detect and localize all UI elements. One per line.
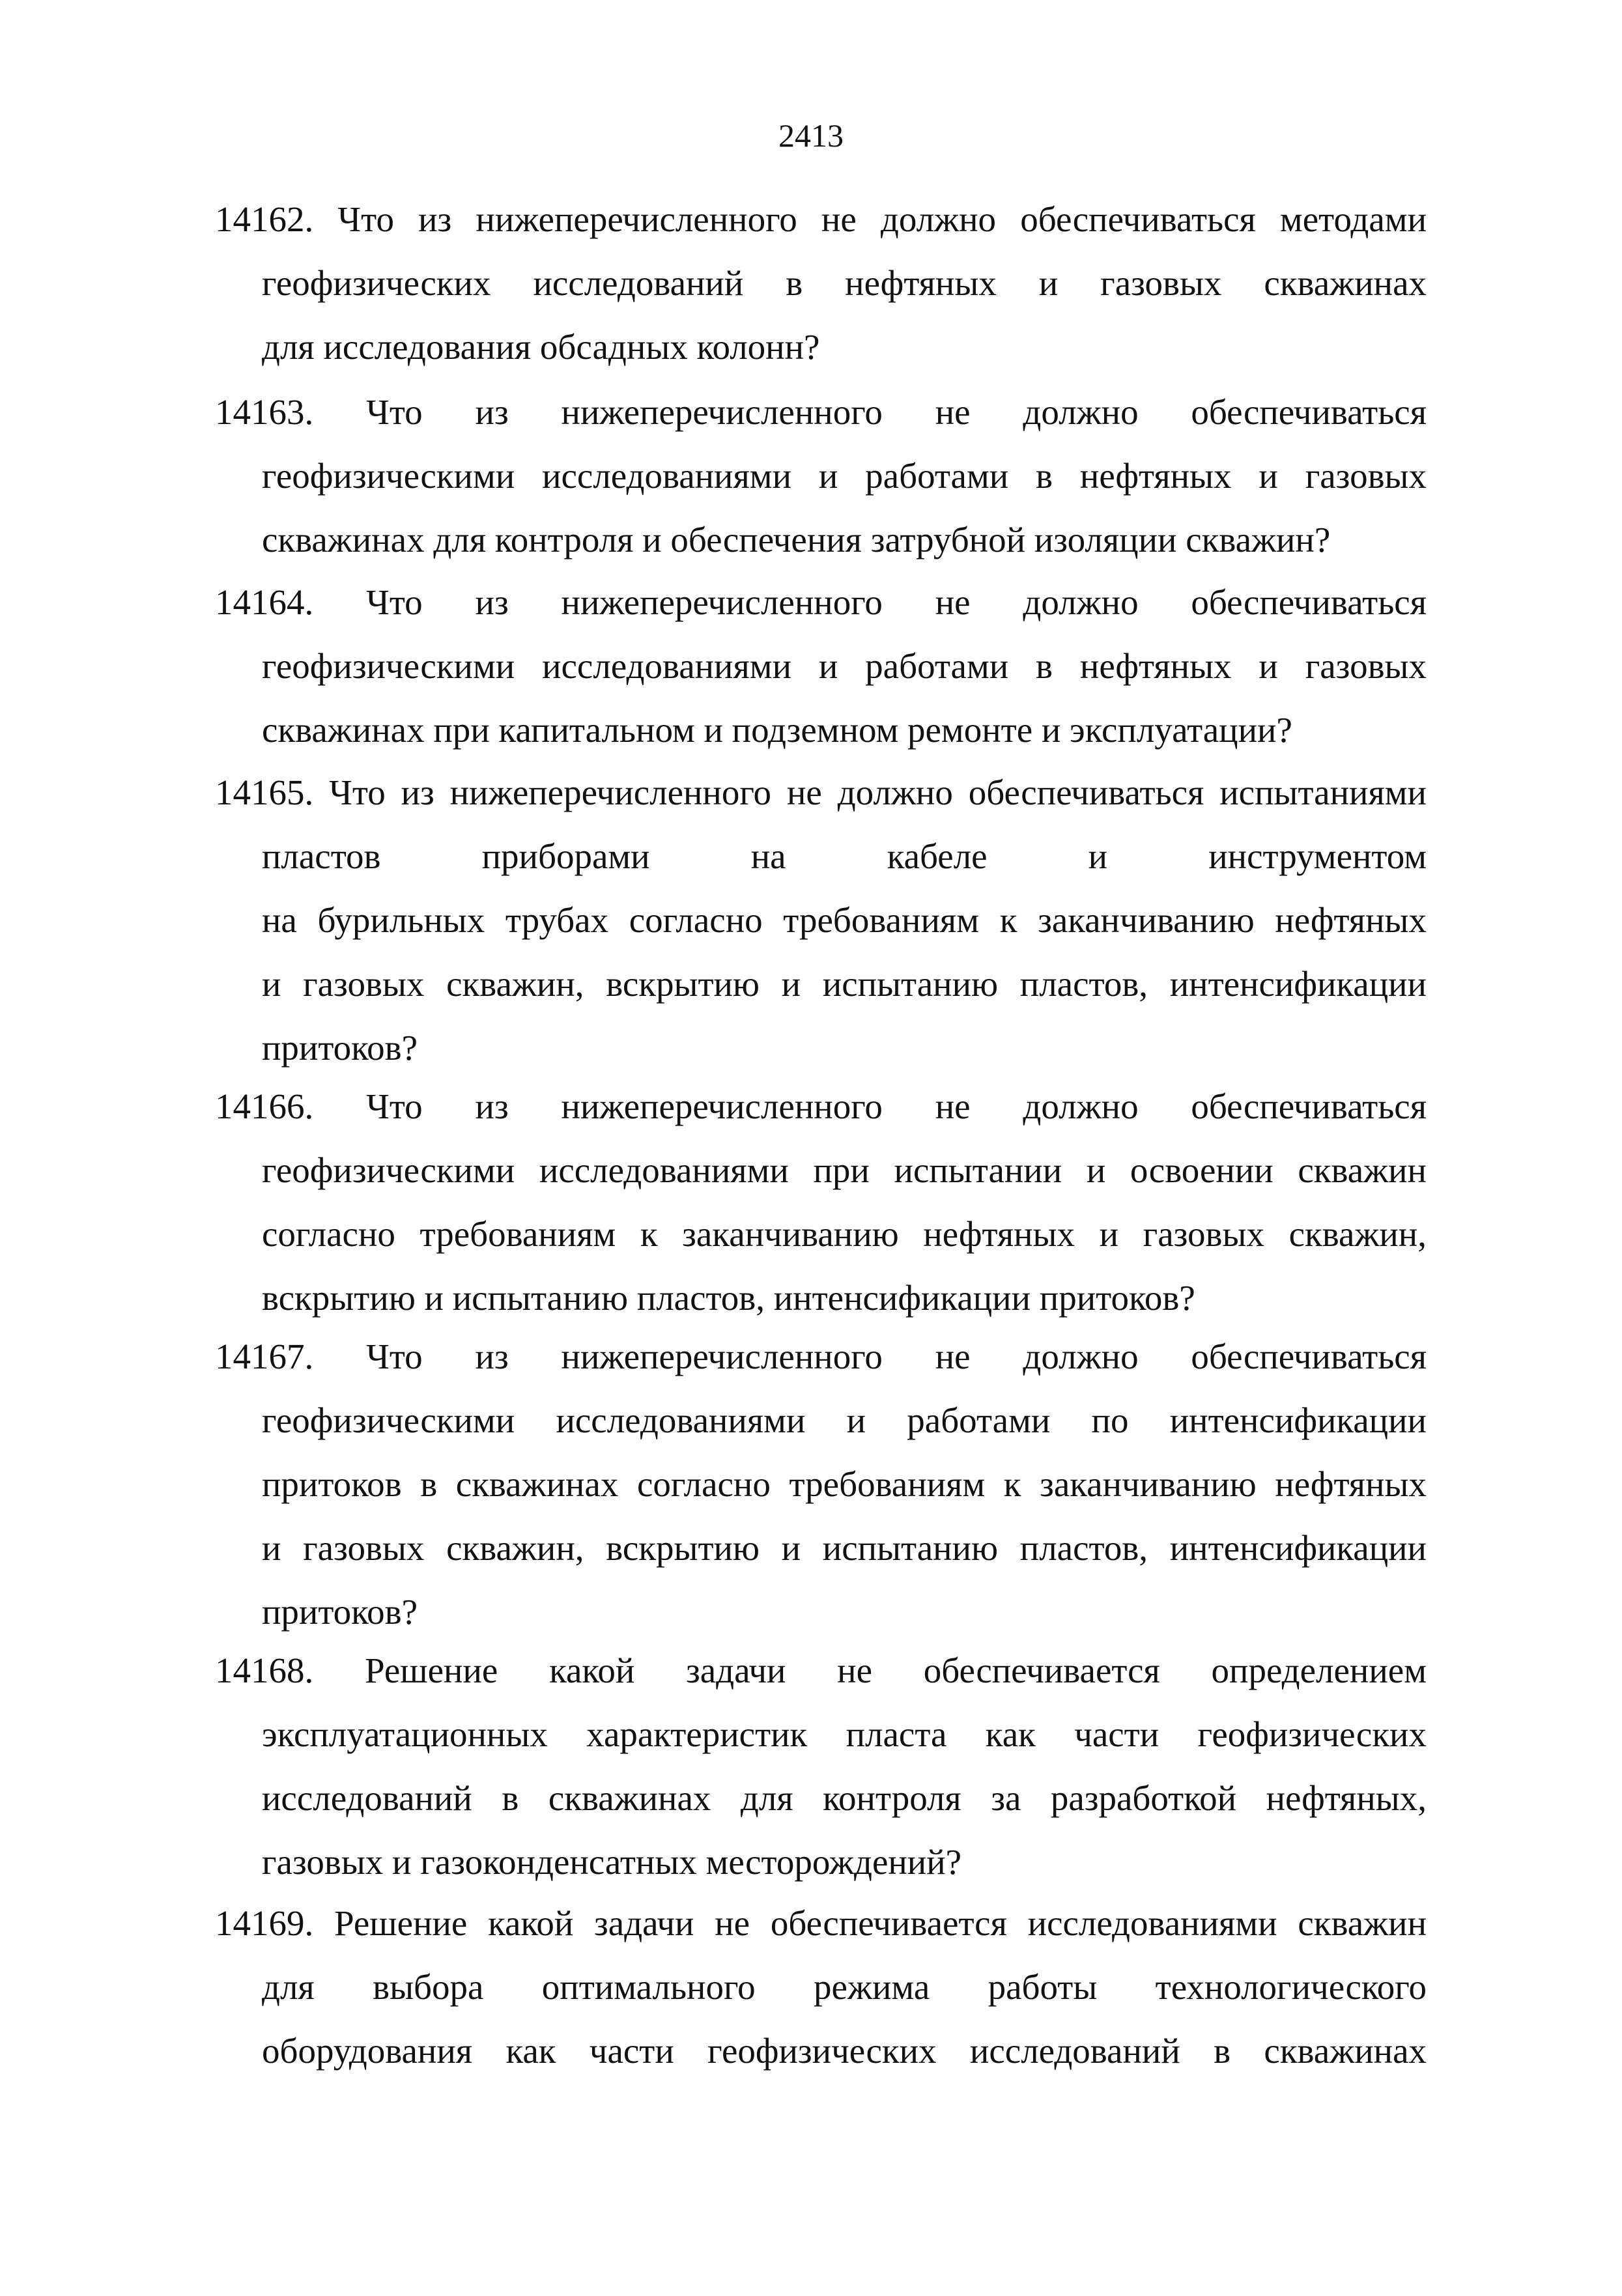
question-item xyxy=(215,380,1427,572)
question-item xyxy=(215,1639,1427,1894)
question-number: 14167. xyxy=(215,1337,314,1376)
question-text: эксплуатационных характеристик пласта как части геофизических xyxy=(262,1714,1427,1754)
question-text: газовых и газоконденсатных месторождений? xyxy=(262,1842,962,1882)
question-first-line xyxy=(215,1075,1427,1139)
question-text: геофизическими исследованиями и работами в нефтяных и газовых xyxy=(262,456,1427,496)
question-line xyxy=(262,251,1427,315)
question-line xyxy=(262,2019,1427,2083)
question-first-line xyxy=(215,571,1427,634)
question-line xyxy=(262,1830,1427,1894)
question-line xyxy=(262,508,1427,572)
question-number: 14166. xyxy=(215,1086,314,1126)
question-text: и газовых скважин, вскрытию и испытанию пластов, интенсификации xyxy=(262,1528,1427,1568)
question-item xyxy=(215,761,1427,1080)
question-text: Что из нижеперечисленного не должно обеспечиваться xyxy=(366,1337,1427,1376)
question-text: Что из нижеперечисленного не должно обеспечиваться xyxy=(366,582,1427,622)
question-first-line xyxy=(215,1325,1427,1389)
question-text: для выбора оптимального режима работы технологического xyxy=(262,1967,1427,2007)
question-text: Решение какой задачи не обеспечивается определением xyxy=(365,1651,1427,1690)
question-text: Что из нижеперечисленного не должно обеспечиваться xyxy=(366,1086,1427,1126)
question-text: притоков в скважинах согласно требованиям к заканчиванию нефтяных xyxy=(262,1464,1427,1504)
question-text: согласно требованиям к заканчиванию нефтяных и газовых скважин, xyxy=(262,1214,1427,1254)
question-text: геофизическими исследованиями при испытании и освоении скважин xyxy=(262,1150,1427,1190)
question-text: геофизических исследований в нефтяных и газовых скважинах xyxy=(262,263,1427,303)
question-text: для исследования обсадных колонн? xyxy=(262,327,820,367)
question-text: Что из нижеперечисленного не должно обеспечиваться методами xyxy=(337,199,1427,239)
question-line xyxy=(262,315,1427,379)
question-line xyxy=(262,1389,1427,1453)
question-line xyxy=(262,1016,1427,1080)
question-first-line xyxy=(215,188,1427,251)
question-line xyxy=(262,1266,1427,1330)
question-line xyxy=(262,1202,1427,1266)
question-text: геофизическими исследованиями и работами в нефтяных и газовых xyxy=(262,646,1427,686)
question-line xyxy=(262,1453,1427,1516)
question-line xyxy=(262,1139,1427,1202)
question-text: притоков? xyxy=(262,1028,418,1068)
question-line xyxy=(262,698,1427,762)
question-item xyxy=(215,1892,1427,2083)
question-number: 14162. xyxy=(215,199,314,239)
question-line xyxy=(262,1703,1427,1766)
question-text: геофизическими исследованиями и работами по интенсификации xyxy=(262,1400,1427,1440)
question-text: и газовых скважин, вскрытию и испытанию пластов, интенсификации xyxy=(262,964,1427,1004)
question-line xyxy=(262,1766,1427,1830)
question-line xyxy=(262,888,1427,952)
question-number: 14169. xyxy=(215,1903,314,1943)
question-first-line xyxy=(215,1639,1427,1703)
question-number: 14165. xyxy=(215,772,314,812)
question-text: на бурильных трубах согласно требованиям к заканчиванию нефтяных xyxy=(262,900,1427,940)
question-text: притоков? xyxy=(262,1592,418,1632)
question-item xyxy=(215,1075,1427,1330)
question-line xyxy=(262,634,1427,698)
question-text: Решение какой задачи не обеспечивается исследованиями скважин xyxy=(334,1903,1427,1943)
question-item xyxy=(215,571,1427,762)
question-number: 14164. xyxy=(215,582,314,622)
question-text: скважинах при капитальном и подземном ремонте и эксплуатации? xyxy=(262,710,1292,750)
question-first-line xyxy=(215,761,1427,825)
question-text: оборудования как части геофизических исследований в скважинах xyxy=(262,2031,1427,2071)
question-line xyxy=(262,952,1427,1016)
question-line xyxy=(262,1955,1427,2019)
question-text: скважинах для контроля и обеспечения затрубной изоляции скважин? xyxy=(262,520,1331,560)
question-item xyxy=(215,1325,1427,1644)
question-item xyxy=(215,188,1427,379)
question-line xyxy=(262,1580,1427,1644)
page-number: 2413 xyxy=(778,117,844,154)
question-text: Что из нижеперечисленного не должно обеспечиваться xyxy=(366,392,1427,432)
question-line xyxy=(262,825,1427,888)
question-first-line xyxy=(215,1892,1427,1955)
question-text: Что из нижеперечисленного не должно обеспечиваться испытаниями xyxy=(329,772,1427,812)
question-first-line xyxy=(215,380,1427,444)
question-number: 14163. xyxy=(215,392,314,432)
question-line xyxy=(262,444,1427,508)
question-text: исследований в скважинах для контроля за разработкой нефтяных, xyxy=(262,1778,1427,1818)
question-number: 14168. xyxy=(215,1651,314,1690)
question-text: пластов приборами на кабеле и инструментом xyxy=(262,836,1427,876)
question-line xyxy=(262,1516,1427,1580)
question-text: вскрытию и испытанию пластов, интенсификации притоков? xyxy=(262,1278,1195,1318)
